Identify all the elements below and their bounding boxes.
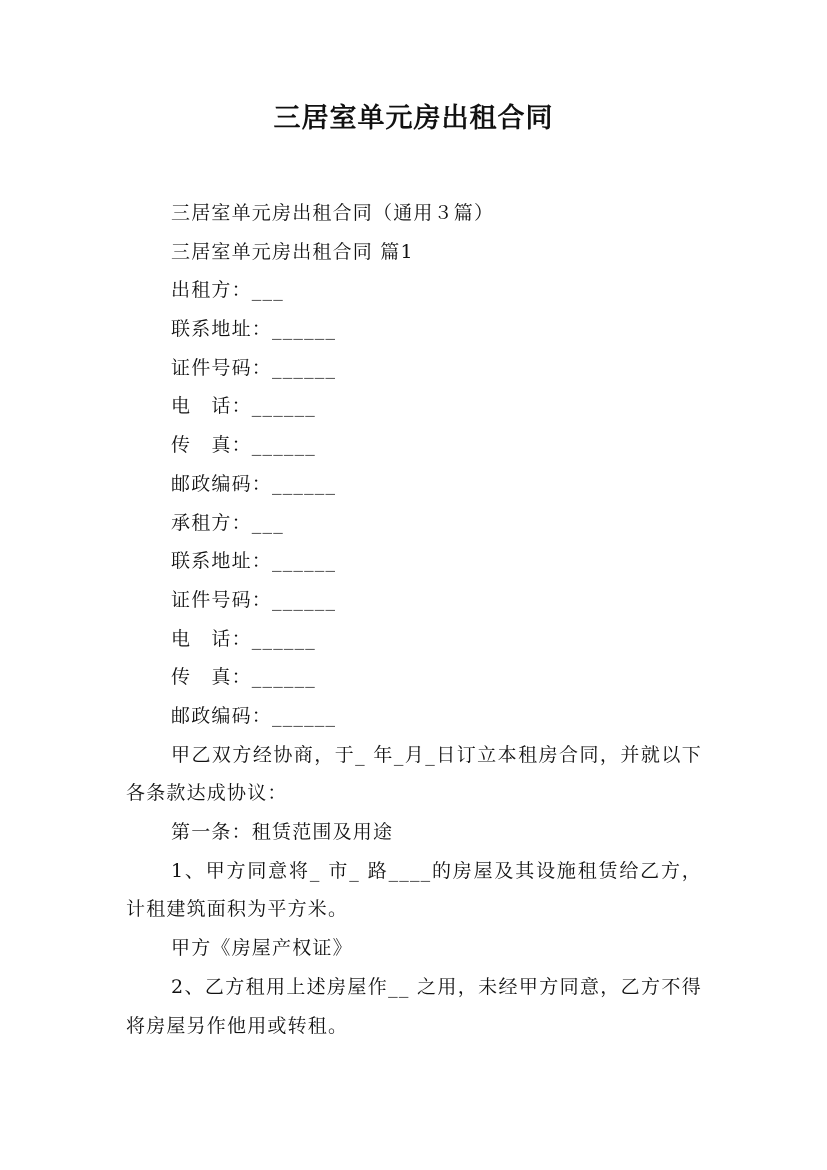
clause-1-paragraph: 1、甲方同意将_ 市_ 路____的房屋及其设施租赁给乙方，计租建筑面积为平方米。	[126, 859, 702, 921]
lessee-address-field: 联系地址：______	[171, 550, 337, 573]
lessee-id-field: 证件号码：______	[171, 588, 337, 611]
document-body	[126, 194, 702, 1045]
lessor-field: 出租方：___	[171, 279, 284, 302]
lessee-field: 承租方：___	[171, 511, 284, 534]
article-heading: 第一条：租赁范围及用途	[171, 821, 394, 844]
subtitle-line: 三居室单元房出租合同（通用３篇）	[171, 202, 495, 224]
lessor-postcode-field: 邮政编码：______	[171, 472, 337, 495]
document-title: 三居室单元房出租合同	[273, 103, 554, 134]
property-certificate-line: 甲方《房屋产权证》	[171, 937, 353, 960]
lessor-address-field: 联系地址：______	[171, 318, 337, 341]
lessor-fax-field: 传 真：______	[171, 434, 317, 457]
section-heading: 三居室单元房出租合同 篇1	[171, 240, 414, 263]
clause-2-paragraph: 2、乙方租用上述房屋作__ 之用，未经甲方同意，乙方不得将房屋另作他用或转租。	[126, 975, 702, 1037]
lessee-postcode-field: 邮政编码：______	[171, 704, 337, 727]
lessee-phone-field: 电 话：______	[171, 627, 317, 650]
agreement-paragraph: 甲乙双方经协商，于_ 年_月_日订立本租房合同，并就以下各条款达成协议：	[126, 743, 702, 805]
lessor-id-field: 证件号码：______	[171, 356, 337, 379]
lessor-phone-field: 电 话：______	[171, 395, 317, 418]
lessee-fax-field: 传 真：______	[171, 666, 317, 689]
